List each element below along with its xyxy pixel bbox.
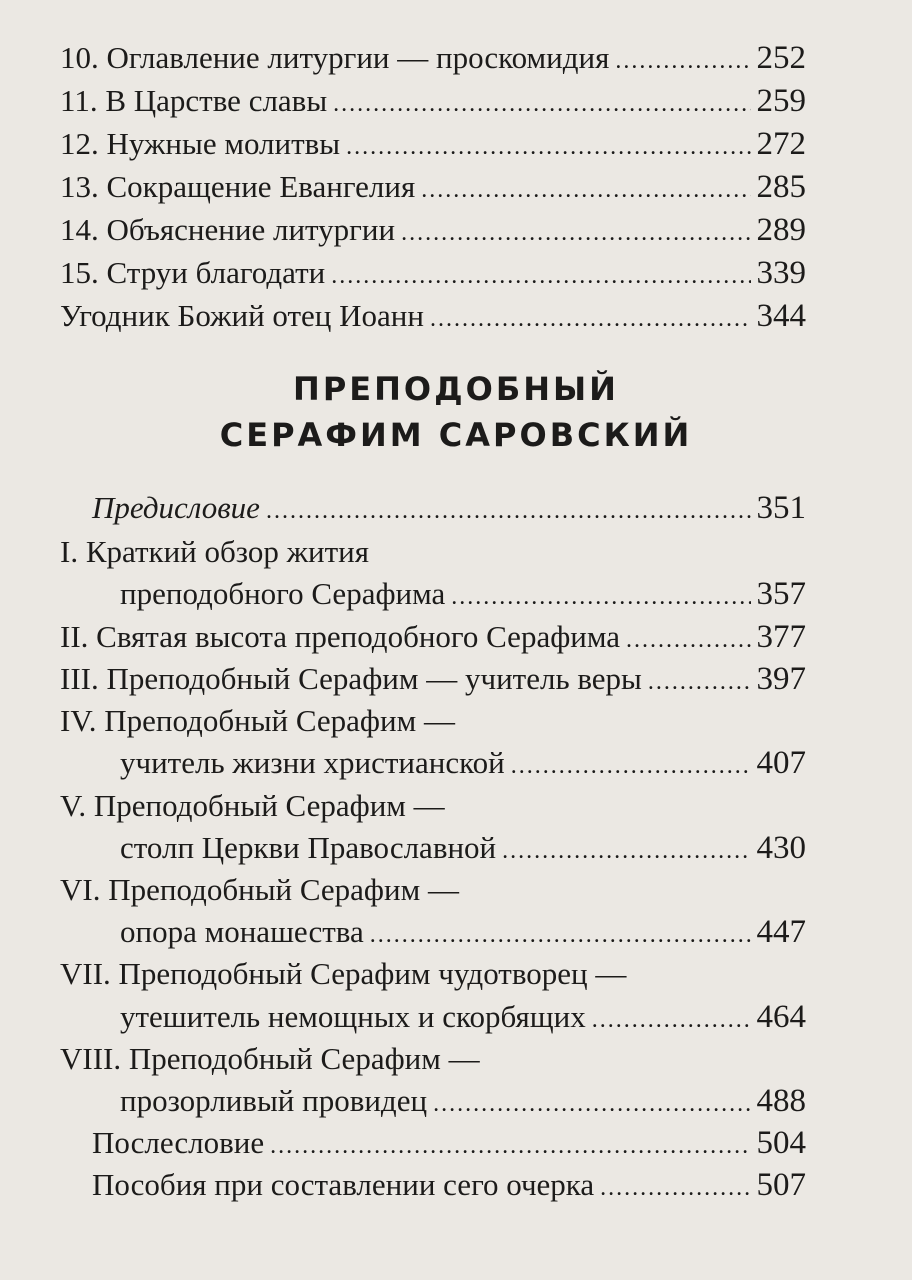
toc-entry-page: 289 <box>756 212 806 248</box>
toc-entry-title: III. Преподобный Серафим — учитель веры <box>60 661 642 696</box>
dot-leader <box>600 1168 750 1208</box>
dot-leader <box>433 1084 750 1124</box>
dot-leader <box>331 256 750 296</box>
dot-leader <box>266 491 751 531</box>
toc-entry-page: 252 <box>756 40 806 76</box>
toc-entry-page: 357 <box>756 576 806 612</box>
toc-entry-preface <box>92 488 806 531</box>
toc-entry-title: Пособия при составлении сего очерка <box>92 1167 595 1202</box>
toc-entry <box>120 1081 806 1124</box>
dot-leader <box>511 746 751 786</box>
dot-leader <box>430 299 751 339</box>
toc-entry-page: 285 <box>756 169 806 205</box>
toc-entry-page: 272 <box>756 126 806 162</box>
dot-leader <box>421 170 750 210</box>
dot-leader <box>626 620 750 660</box>
toc-entry-page: 377 <box>756 619 806 655</box>
toc-entry <box>120 997 806 1040</box>
toc-entry-page: 464 <box>756 999 806 1035</box>
toc-entry-page: 351 <box>756 490 806 526</box>
toc-entry <box>60 124 806 167</box>
section-heading-line2: СЕРАФИМ САРОВСКИЙ <box>219 416 693 454</box>
toc-entry-sources <box>92 1165 806 1208</box>
toc-entry-title-line1: VI. Преподобный Серафим — <box>60 872 459 907</box>
toc-entry-afterword <box>92 1123 806 1166</box>
toc-entry-title: учитель жизни христианской <box>120 745 505 780</box>
toc-entry <box>120 828 806 871</box>
toc-entry-page: 397 <box>756 661 806 697</box>
toc-entry <box>60 617 806 660</box>
toc-entry-page: 504 <box>756 1125 806 1161</box>
toc-entry <box>60 253 806 296</box>
toc-entry-page: 447 <box>756 914 806 950</box>
toc-entry-title: 13. Сокращение Евангелия <box>60 169 416 204</box>
toc-entry-title: II. Святая высота преподобного Серафима <box>60 619 621 654</box>
toc-entry-title: преподобного Серафима <box>120 576 446 611</box>
dot-leader <box>370 915 751 955</box>
toc-entry <box>120 912 806 955</box>
toc-entry-title-line1: VII. Преподобный Серафим чудотворец — <box>60 956 627 991</box>
toc-entry <box>60 210 806 253</box>
dot-leader <box>615 41 750 81</box>
toc-entry-title: столп Церкви Православной <box>120 830 497 865</box>
dot-leader <box>346 127 750 167</box>
toc-entry-title: 11. В Царстве славы <box>60 83 328 118</box>
toc-entry-title-line1: VIII. Преподобный Серафим — <box>60 1041 480 1076</box>
dot-leader <box>592 1000 751 1040</box>
toc-entry-page: 259 <box>756 83 806 119</box>
toc-entry-title-line1: IV. Преподобный Серафим — <box>60 703 455 738</box>
toc-entry-title: 10. Оглавление литургии — проскомидия <box>60 40 610 75</box>
dot-leader <box>502 831 750 871</box>
toc-entry <box>120 574 806 617</box>
toc-entry-title: Угодник Божий отец Иоанн <box>60 298 424 333</box>
toc-entry-title: прозорливый провидец <box>120 1083 428 1118</box>
toc-entry <box>60 296 806 339</box>
dot-leader <box>451 577 750 617</box>
toc-entry-title: Послесловие <box>92 1125 265 1160</box>
toc-entry-title-line1: V. Преподобный Серафим — <box>60 788 445 823</box>
toc-entry-title: Предисловие <box>92 490 260 525</box>
toc-entry-page: 407 <box>756 745 806 781</box>
toc-entry-page: 507 <box>756 1167 806 1203</box>
toc-entry <box>60 167 806 210</box>
toc-entry-page: 488 <box>756 1083 806 1119</box>
toc-entry <box>60 38 806 81</box>
toc-entry-title: утешитель немощных и скорбящих <box>120 999 586 1034</box>
toc-entry-title: 12. Нужные молитвы <box>60 126 341 161</box>
toc-entry-title: опора монашества <box>120 914 364 949</box>
toc-entry <box>120 743 806 786</box>
toc-entry <box>60 659 806 702</box>
toc-entry-title-line1: I. Краткий обзор жития <box>60 534 369 569</box>
toc-entry-title: 14. Объяснение литургии <box>60 212 396 247</box>
dot-leader <box>270 1126 750 1166</box>
toc-entry-title: 15. Струи благодати <box>60 255 326 290</box>
toc-entry-page: 344 <box>756 298 806 334</box>
dot-leader <box>401 213 750 253</box>
dot-leader <box>648 662 751 702</box>
toc-entry <box>60 81 806 124</box>
toc-entry-page: 339 <box>756 255 806 291</box>
section-heading-line1: ПРЕПОДОБНЫЙ <box>293 370 619 408</box>
toc-entry-page: 430 <box>756 830 806 866</box>
dot-leader <box>333 84 750 124</box>
